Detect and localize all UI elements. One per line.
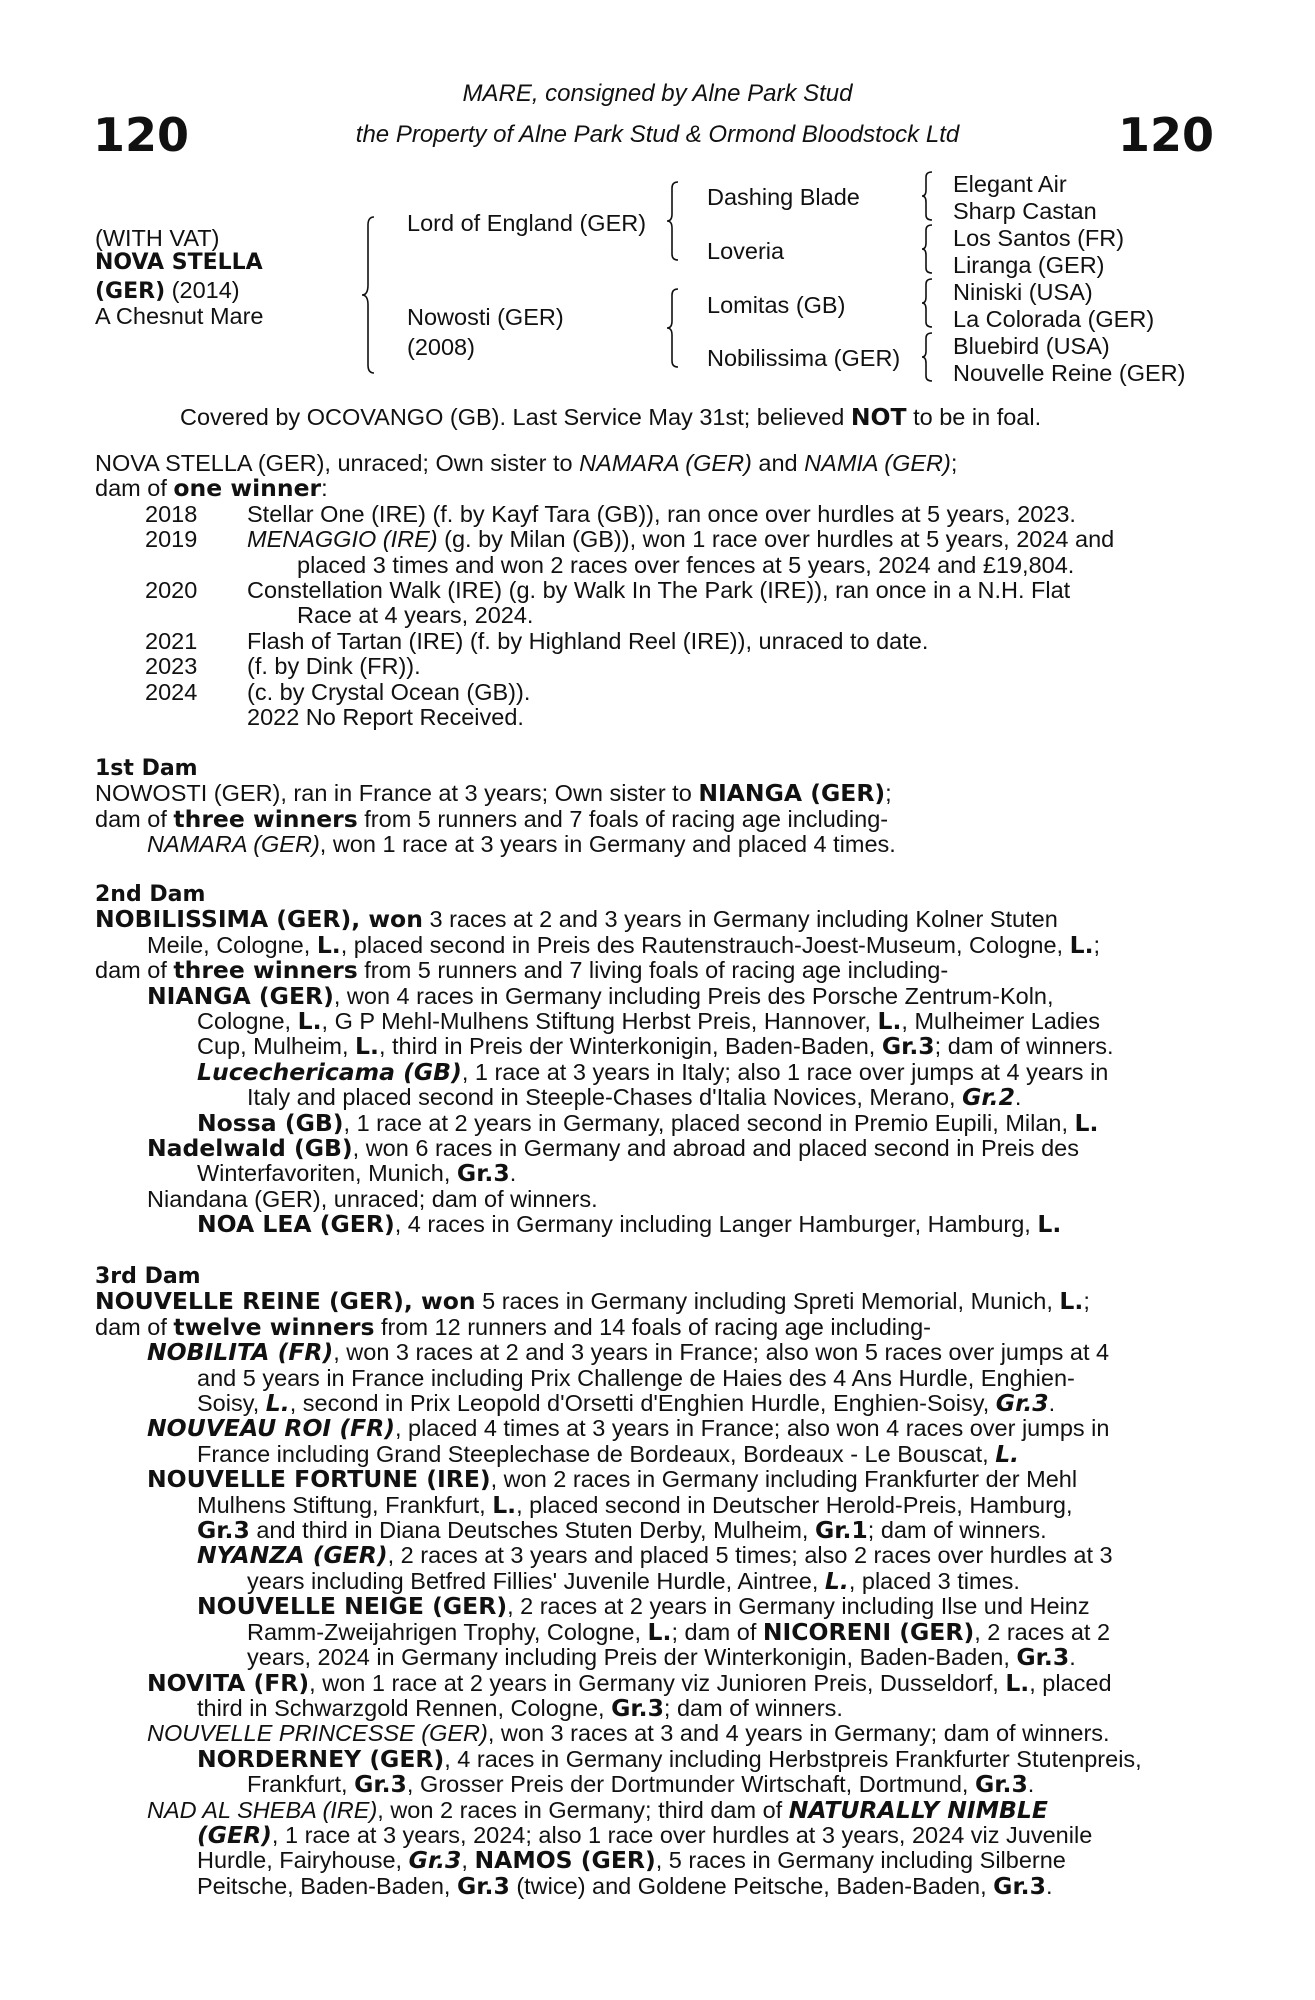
progeny-nouvelle-neige-cont: Ramm-Zweijahrigen Trophy, Cologne, L.; dam of NICORENI (GER), 2 races at 2 xyxy=(247,1617,1111,1646)
sire-brace xyxy=(665,180,683,262)
produce-item-cont: Race at 4 years, 2024. xyxy=(297,602,534,629)
progeny-norderney: NORDERNEY (GER), 4 races in Germany including Herbstpreis Frankfurter Stutenpreis, xyxy=(197,1744,1142,1773)
pedigree-dam-sire: Lomitas (GB) xyxy=(707,292,846,318)
produce-item: 2018 Stellar One (IRE) (f. by Kayf Tara (GB)), ran once over hurdles at 5 years, 2023. xyxy=(145,500,1076,527)
produce-item: 2023 (f. by Dink (FR)). xyxy=(145,653,421,680)
pedigree-ssd: Sharp Castan xyxy=(953,198,1097,224)
pedigree-dam: Nowosti (GER) xyxy=(407,304,564,330)
pedigree-sdd: Liranga (GER) xyxy=(953,252,1105,278)
progeny-nad-al-sheba-cont: Peitsche, Baden-Baden, Gr.3 (twice) and Goldene Peitsche, Baden-Baden, Gr.3. xyxy=(197,1871,1053,1900)
progeny-nianga-cont: Cup, Mulheim, L., third in Preis der Winterkonigin, Baden-Baden, Gr.3; dam of winners. xyxy=(197,1032,1114,1061)
covered-text: Covered by OCOVANGO (GB). Last Service May 31st; believed xyxy=(180,404,851,430)
pedigree-main-brace xyxy=(360,215,380,375)
first-dam-line: NOWOSTI (GER), ran in France at 3 years; Own sister to NIANGA (GER); xyxy=(95,779,892,808)
second-dam-line: Meile, Cologne, L., placed second in Preis des Rautenstrauch-Joest-Museum, Cologne, L.; xyxy=(147,930,1101,959)
dd-brace xyxy=(920,331,936,383)
dam-brace xyxy=(665,287,683,369)
covered-not: NOT xyxy=(850,403,907,431)
pedigree-sss: Elegant Air xyxy=(953,171,1067,197)
progeny-nouveau-roi-cont: France including Grand Steeplechase de Bordeaux, Bordeaux - Le Bouscat, L. xyxy=(197,1439,1020,1468)
progeny-nouveau-roi: NOUVEAU ROI (FR), placed 4 times at 3 years in France; also won 4 races over jumps in xyxy=(147,1414,1110,1443)
property-line: the Property of Alne Park Stud & Ormond Bloodstock Ltd xyxy=(355,121,960,148)
third-dam-heading: 3rd Dam xyxy=(95,1264,201,1289)
progeny-nadelwald-cont: Winterfavoriten, Munich, Gr.3. xyxy=(197,1159,517,1188)
progeny-novita-cont: third in Schwarzgold Rennen, Cologne, Gr.3; dam of winners. xyxy=(197,1693,843,1722)
progeny-nouvelle-fortune-cont: Gr.3 and third in Diana Deutsches Stuten Derby, Mulheim, Gr.1; dam of winners. xyxy=(197,1516,1047,1545)
progeny-nobilita-cont: and 5 years in France including Prix Challenge de Haies des 4 Ans Hurdle, Enghien- xyxy=(197,1364,1075,1391)
progeny-nyanza: NYANZA (GER), 2 races at 3 years and placed 5 times; also 2 races over hurdles at 3 xyxy=(197,1541,1113,1570)
vat-note: (WITH VAT) xyxy=(95,225,220,251)
produce-item: 2024 (c. by Crystal Ocean (GB)). xyxy=(145,678,531,705)
first-dam-line: dam of three winners from 5 runners and 7 foals of racing age including- xyxy=(95,804,889,833)
first-dam-progeny: NAMARA (GER), won 1 race at 3 years in Germany and placed 4 times. xyxy=(147,831,896,858)
progeny-niandana: Niandana (GER), unraced; dam of winners. xyxy=(147,1185,598,1212)
first-dam-section xyxy=(95,756,1193,858)
third-dam-section xyxy=(95,1264,1193,1899)
sd-brace xyxy=(920,223,936,275)
progeny-novita: NOVITA (FR), won 1 race at 2 years in Germany viz Junioren Preis, Dusseldorf, L., placed xyxy=(147,1668,1112,1697)
pedigree-sire: Lord of England (GER) xyxy=(407,210,647,236)
progeny-nobilita-cont: Soisy, L., second in Prix Leopold d'Orsetti d'Enghien Hurdle, Enghien-Soisy, Gr.3. xyxy=(197,1389,1056,1418)
pedigree-dam-year: (2008) xyxy=(407,334,475,360)
produce-item: 2021 Flash of Tartan (IRE) (f. by Highland Reel (IRE)), unraced to date. xyxy=(145,627,929,654)
lot-number-left: 120 xyxy=(93,108,190,162)
progeny-nobilita: NOBILITA (FR), won 3 races at 2 and 3 years in France; also won 5 races over jumps at 4 xyxy=(147,1338,1110,1367)
produce-item-cont: placed 3 times and won 2 races over fences at 5 years, 2024 and £19,804. xyxy=(297,551,1075,578)
produce-item: 2019 MENAGGIO (IRE) (g. by Milan (GB)), won 1 race over hurdles at 5 years, 2024 and xyxy=(145,526,1115,553)
third-dam-line: NOUVELLE REINE (GER), won 5 races in Germany including Spreti Memorial, Munich, L.; xyxy=(95,1287,1090,1316)
progeny-nyanza-cont: years including Betfred Fillies' Juvenile Hurdle, Aintree, L., placed 3 times. xyxy=(247,1566,1020,1595)
progeny-nad-al-sheba-cont: (GER), 1 race at 3 years, 2024; also 1 race over hurdles at 3 years, 2024 viz Juvenile xyxy=(197,1820,1093,1849)
pedigree-dds: Bluebird (USA) xyxy=(953,333,1110,359)
pedigree-sire-sire: Dashing Blade xyxy=(707,184,860,210)
progeny-nad-al-sheba-cont: Hurdle, Fairyhouse, Gr.3, NAMOS (GER), 5 races in Germany including Silberne xyxy=(197,1846,1066,1875)
progeny-nianga: NIANGA (GER), won 4 races in Germany including Preis des Porsche Zentrum-Koln, xyxy=(147,981,1054,1010)
pedigree-ddd: Nouvelle Reine (GER) xyxy=(953,360,1186,386)
covered-tail: to be in foal. xyxy=(906,404,1042,430)
produce-no-report: 2022 No Report Received. xyxy=(247,704,524,731)
ss-brace xyxy=(920,170,936,222)
progeny-nianga-cont: Cologne, L., G P Mehl-Mulhens Stiftung Herbst Preis, Hannover, L., Mulheimer Ladies xyxy=(197,1007,1100,1036)
progeny-nouvelle-neige: NOUVELLE NEIGE (GER), 2 races at 2 years in Germany including Ilse und Heinz xyxy=(197,1592,1090,1621)
second-dam-section xyxy=(95,882,1193,1238)
pedigree-dam-dam: Nobilissima (GER) xyxy=(707,345,901,371)
progeny-nossa: Nossa (GB), 1 race at 2 years in Germany, placed second in Premio Eupili, Milan, L. xyxy=(197,1108,1099,1137)
progeny-nad-al-sheba: NAD AL SHEBA (IRE), won 2 races in Germany; third dam of NATURALLY NIMBLE xyxy=(147,1795,1048,1824)
progeny-nouvelle-fortune-cont: Mulhens Stiftung, Frankfurt, L., placed second in Deutscher Herold-Preis, Hamburg, xyxy=(197,1490,1073,1519)
ds-brace xyxy=(920,277,936,329)
horse-year: (2014) xyxy=(171,277,240,303)
horse-name xyxy=(95,250,263,275)
produce-dam-of: dam of one winner: xyxy=(95,474,328,503)
progeny-noa-lea: NOA LEA (GER), 4 races in Germany including Langer Hamburger, Hamburg, L. xyxy=(197,1210,1062,1239)
produce-intro: NOVA STELLA (GER), unraced; Own sister to NAMARA (GER) and NAMIA (GER); xyxy=(95,450,958,476)
first-dam-heading: 1st Dam xyxy=(95,756,198,781)
consignment-line: MARE, consigned by Alne Park Stud xyxy=(462,80,853,107)
progeny-nadelwald: Nadelwald (GB), won 6 races in Germany and abroad and placed second in Preis des xyxy=(147,1134,1079,1163)
progeny-nouvelle-neige-cont: years, 2024 in Germany including Preis der Winterkonigin, Baden-Baden, Gr.3. xyxy=(247,1643,1076,1672)
progeny-nouvelle-fortune: NOUVELLE FORTUNE (IRE), won 2 races in Germany including Frankfurter der Mehl xyxy=(147,1465,1078,1494)
produce-record xyxy=(95,451,1193,730)
pedigree-dsd: La Colorada (GER) xyxy=(953,306,1155,332)
horse-description: A Chesnut Mare xyxy=(95,303,264,329)
second-dam-line: NOBILISSIMA (GER), won 3 races at 2 and 3 years in Germany including Kolner Stuten xyxy=(95,905,1058,934)
third-dam-line: dam of twelve winners from 12 runners and 14 foals of racing age including- xyxy=(95,1312,931,1341)
progeny-norderney-cont: Frankfurt, Gr.3, Grosser Preis der Dortmunder Wirtschaft, Dortmund, Gr.3. xyxy=(247,1770,1035,1799)
second-dam-heading: 2nd Dam xyxy=(95,882,206,907)
horse-country: (GER) xyxy=(95,279,166,304)
progeny-nouvelle-princesse: NOUVELLE PRINCESSE (GER), won 3 races at 3 and 4 years in Germany; dam of winners. xyxy=(147,1720,1110,1747)
horse-country-year xyxy=(95,277,240,304)
covered-line xyxy=(180,403,1041,431)
progeny-lucechericama: Lucechericama (GB), 1 race at 3 years in Italy; also 1 race over jumps at 4 years in xyxy=(197,1057,1109,1086)
produce-item: 2020 Constellation Walk (IRE) (g. by Walk In The Park (IRE)), ran once in a N.H. Flat xyxy=(145,577,1071,604)
pedigree-dss: Niniski (USA) xyxy=(953,279,1093,305)
horse-name-text: NOVA STELLA xyxy=(95,250,263,275)
pedigree-sire-dam: Loveria xyxy=(707,238,785,264)
second-dam-line: dam of three winners from 5 runners and 7 living foals of racing age including- xyxy=(95,956,949,985)
pedigree-sds: Los Santos (FR) xyxy=(953,225,1125,251)
progeny-lucechericama-cont: Italy and placed second in Steeple-Chases d'Italia Novices, Merano, Gr.2. xyxy=(247,1083,1022,1112)
lot-number-right: 120 xyxy=(1118,108,1215,162)
